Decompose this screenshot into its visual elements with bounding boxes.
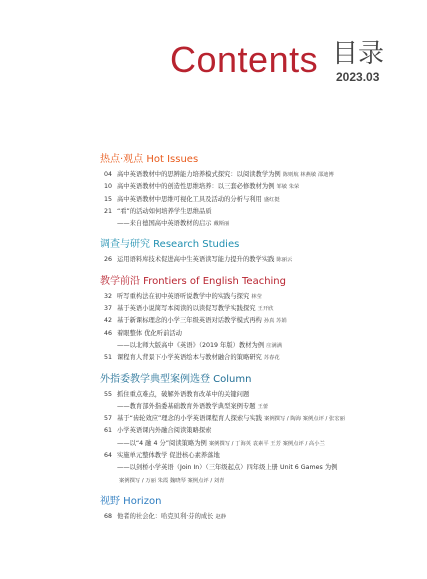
entry-title: ——以剑桥小学英语（Join In）（三年级起点）四年级上册 Unit 6 Games 为例 [117, 464, 338, 472]
entry-title: 基于英语小说简写本阅读的以读促写教学实践探究 [117, 305, 256, 313]
entry-title: 他者的社会化：哈克贝利·芬的成长 [117, 512, 214, 520]
section-title: 教学前沿 Frontiers of English Teaching [100, 275, 286, 287]
toc-entry[interactable] [100, 254, 420, 266]
section-title: 外指委教学典型案例选登 Column [100, 373, 252, 385]
toc-entry[interactable] [100, 169, 420, 181]
page-number: 37 [103, 305, 112, 313]
page-number: 10 [103, 183, 112, 191]
toc-entry[interactable] [100, 206, 420, 218]
toc-entry[interactable] [100, 340, 420, 352]
toc-entry[interactable] [100, 291, 420, 303]
entry-title: 运用语料库技术促进高中生英语读写能力提升的教学实践 [117, 256, 275, 264]
toc-entry[interactable] [100, 401, 420, 413]
toc-entry[interactable] [100, 413, 420, 425]
toc-entry[interactable] [100, 352, 420, 364]
toc-entry[interactable] [100, 475, 420, 487]
page-number: 64 [103, 452, 112, 460]
toc-entry[interactable] [100, 328, 420, 340]
entry-title: 着眼整体 优化听前活动 [117, 329, 182, 337]
entry-author: 陈丽云 [276, 257, 293, 264]
page-number: 61 [103, 427, 112, 435]
entry-title: 高中英语教材中的创造性思维培养：以三套必修教材为例 [117, 183, 275, 191]
toc-entry[interactable] [100, 438, 420, 450]
entry-title: 高中英语教材中思维可视化工具及活动的分析与利用 [117, 195, 262, 203]
section-title: 调查与研究 Research Studies [100, 239, 240, 251]
toc-entry[interactable] [100, 181, 420, 193]
entry-author: 林莹 [251, 293, 262, 300]
entry-title: ——教育部外指委基础教育外语教学典型案例专题 [117, 402, 256, 410]
entry-author: 案例撰写 / 陶海 案例点评 / 张宏丽 [264, 416, 345, 423]
toc-entry[interactable] [100, 218, 420, 230]
section-title: 视野 Horizon [100, 495, 162, 507]
toc-entry[interactable] [100, 194, 420, 206]
page-number: 26 [103, 256, 112, 264]
entry-title: 小学英语课内外融合阅读策略探索 [117, 427, 212, 435]
page-number: 46 [103, 329, 112, 337]
toc-entry[interactable] [100, 303, 420, 315]
entry-author: 苏春花 [263, 355, 280, 362]
contents-title: Contents [170, 39, 319, 80]
toc-section [100, 274, 420, 365]
table-of-contents [100, 152, 420, 530]
toc-entry[interactable] [100, 315, 420, 327]
toc-section [100, 494, 420, 523]
entry-author: 王蕾 [257, 403, 269, 410]
entry-title: 基于新课标理念的小学三年级英语对话教学模式再构 [117, 317, 262, 325]
entry-author: 案例撰写 / 万丽 朱霞 魏晓琴 案例点评 / 刘青 [119, 477, 225, 484]
entry-author: 王开欣 [257, 306, 274, 313]
toc-section [100, 372, 420, 487]
entry-author: 邹敏 朱荣 [276, 184, 300, 191]
page-number: 42 [103, 317, 112, 325]
entry-author: 盛红挺 [263, 196, 280, 203]
entry-title: 高中英语教材中的思辨能力培养模式探究：以阅读教学为例 [117, 171, 281, 178]
entry-author: 孙真 苏娟 [263, 318, 287, 325]
issue-date: 2023.03 [336, 70, 380, 84]
entry-author: 赵静 [215, 513, 227, 520]
page-number: 57 [103, 415, 112, 423]
entry-title: “看”的活动如何培养学生思维品质 [117, 207, 212, 215]
entry-author: 戴斯丽 [213, 221, 230, 228]
entry-title: 听写重构法在初中英语听说教学中的实践与探究 [117, 292, 250, 300]
entry-title: ——以北师大版高中《英语》（2019 年版）教材为例 [117, 341, 265, 349]
toc-section [100, 237, 420, 266]
entry-title: 基于“齿轮效应”理念的小学英语课程育人探索与实践 [117, 415, 263, 423]
entry-author: 案例撰写 / 丁海英 袁素平 王芳 案例点评 / 高小兰 [208, 440, 325, 447]
page-number: 04 [103, 171, 112, 178]
page-number: 68 [103, 512, 112, 520]
entry-title: 抓住重点难点，破解外语教育改革中的关键问题 [117, 390, 250, 398]
page-number: 55 [103, 390, 112, 398]
entry-title: ——来自德国高中英语教材的启示 [117, 220, 212, 228]
section-title: 热点·观点 Hot Issues [100, 154, 199, 165]
toc-entry[interactable] [100, 425, 420, 437]
page-number: 51 [103, 354, 112, 362]
contents-title-cn: 目录 [332, 39, 385, 69]
page-number: 32 [103, 292, 112, 300]
toc-entry[interactable] [100, 389, 420, 401]
toc-entry[interactable] [100, 511, 420, 523]
entry-author: 陈则航 林燕敏 邵迪博 [282, 172, 334, 178]
toc-entry[interactable] [100, 450, 420, 462]
page-number: 15 [103, 195, 112, 203]
entry-author: 庄满满 [266, 342, 283, 349]
toc-entry[interactable] [100, 462, 420, 474]
page-number: 21 [103, 207, 112, 215]
header [0, 0, 427, 110]
entry-title: 实施单元整体教学 促进核心素养落地 [117, 452, 220, 460]
entry-title: ——以“4 融 4 分”阅读策略为例 [117, 439, 207, 447]
entry-title: 课程育人背景下小学英语绘本与教材融合的策略研究 [117, 354, 262, 362]
toc-section [100, 152, 420, 230]
